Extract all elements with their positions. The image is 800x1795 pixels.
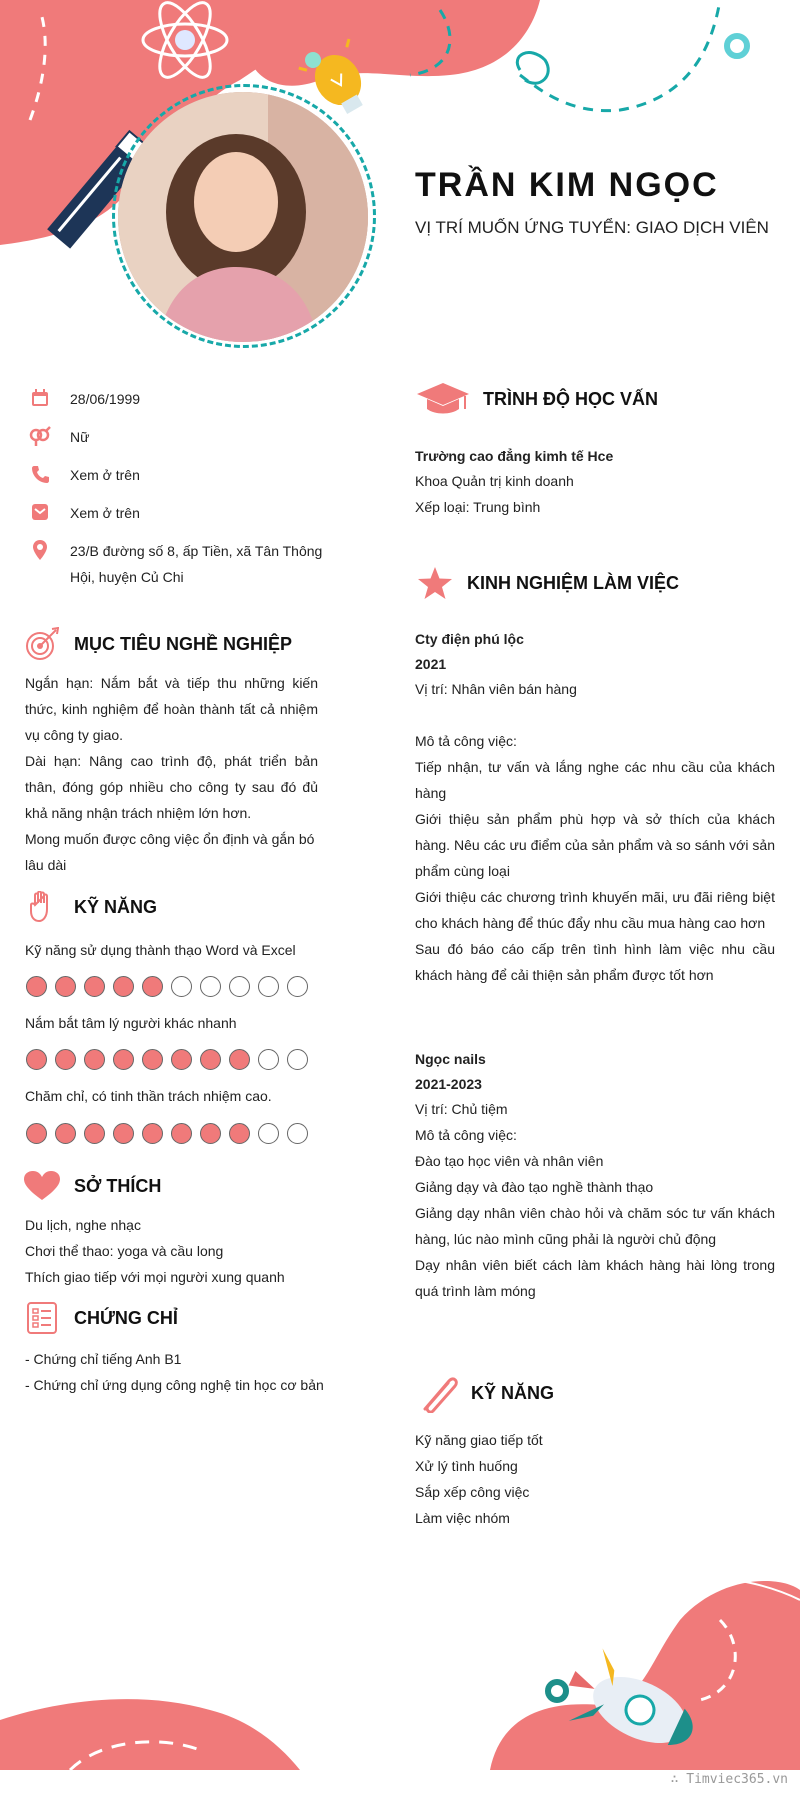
birthday-value: 28/06/1999 <box>70 391 141 407</box>
teal-ring-top-right <box>727 36 747 56</box>
coral-blob-bottom-right <box>490 1581 800 1770</box>
hobbies-heading <box>22 1168 161 1204</box>
star-icon <box>415 565 455 601</box>
phone-icon <box>28 462 52 486</box>
job-1-role: Vị trí: Nhân viên bán hàng <box>415 681 577 697</box>
atom-icon <box>143 0 227 84</box>
job-2-task-1: Đào tạo học viên và nhân viên <box>415 1153 604 1169</box>
skill-rating-1 <box>26 976 308 997</box>
rating-dot-empty <box>258 976 279 997</box>
rating-dot-filled <box>84 1123 105 1144</box>
email-value: Xem ở trên <box>70 505 140 521</box>
desired-position: VỊ TRÍ MUỐN ỨNG TUYỂN: GIAO DỊCH VIÊN <box>415 218 769 237</box>
dashed-curve-bottom-right <box>700 1620 735 1700</box>
objective-heading <box>22 626 292 662</box>
education-grade: Xếp loại: Trung bình <box>415 499 541 515</box>
gender-value: Nữ <box>70 429 90 445</box>
rating-dot-filled <box>171 1123 192 1144</box>
graduation-cap-icon <box>415 381 471 417</box>
skill-rating-3 <box>26 1123 308 1144</box>
rating-dot-filled <box>55 976 76 997</box>
calendar-icon <box>28 386 52 410</box>
rating-dot-filled <box>142 1123 163 1144</box>
education-faculty: Khoa Quản trị kinh doanh <box>415 473 574 489</box>
dashed-line-top-left <box>30 10 45 120</box>
footer-brand: ∴ Timviec365.vn <box>670 1772 788 1787</box>
rating-dot-empty <box>287 976 308 997</box>
rating-dot-filled <box>142 1049 163 1070</box>
rating-dot-filled <box>26 1123 47 1144</box>
objective-title: MỤC TIÊU NGHỀ NGHIỆP <box>74 633 293 654</box>
experience-title: KINH NGHIỆM LÀM VIỆC <box>467 572 680 593</box>
objective-long-term: Dài hạn: Nâng cao trình độ, phát triển bản thân, đóng góp nhiều cho công ty sau đó đủ khả năng nhận trách nhiệm lớn hơn. <box>25 753 318 821</box>
white-arc-bottom-right <box>630 1576 800 1600</box>
mint-dot <box>305 52 321 68</box>
job-2-role: Vị trí: Chủ tiệm <box>415 1101 508 1117</box>
gender-icon <box>28 424 52 448</box>
education-title: TRÌNH ĐỘ HỌC VẤN <box>483 388 658 409</box>
education-school: Trường cao đẳng kimh tế Hce <box>415 448 614 464</box>
job-1-company: Cty điện phú lộc <box>415 631 524 647</box>
rating-dot-filled <box>142 976 163 997</box>
contact-birthday <box>28 386 330 412</box>
skill-rating-2 <box>26 1049 308 1070</box>
job-1-task-2: Giới thiệu sản phẩm phù hợp và sở thích của khách hàng. Nêu các ưu điểm của sản phẩm và so sánh với sản phẩm cùng loại <box>415 811 775 879</box>
certificates-heading <box>22 1300 178 1336</box>
rating-dot-filled <box>55 1049 76 1070</box>
dashed-arc-bottom-left <box>70 1742 200 1770</box>
teal-loop <box>517 53 548 84</box>
skill-label-1: Kỹ năng sử dụng thành thạo Word và Excel <box>25 942 296 958</box>
rating-dot-filled <box>55 1123 76 1144</box>
email-icon <box>28 500 52 524</box>
rating-dot-empty <box>229 976 250 997</box>
raised-hand-icon <box>22 889 62 925</box>
coral-blob-bottom-left <box>0 1699 300 1770</box>
job-2-period: 2021-2023 <box>415 1076 482 1092</box>
objective-short-term: Ngắn hạn: Nắm bắt và tiếp thu những kiến thức, kinh nghiệm để hoàn thành tất cả nhiệm vụ công ty giao. <box>25 675 318 743</box>
job-1-task-1: Tiếp nhận, tư vấn và lắng nghe các nhu cầu của khách hàng <box>415 759 775 801</box>
rating-dot-empty <box>171 976 192 997</box>
rating-dot-filled <box>229 1123 250 1144</box>
hobby-item-3: Thích giao tiếp với mọi người xung quanh <box>25 1269 285 1285</box>
rating-dot-empty <box>287 1123 308 1144</box>
experience-heading <box>415 565 679 601</box>
hobby-item-1: Du lịch, nghe nhạc <box>25 1217 141 1233</box>
teal-dashed-swirl <box>410 0 720 111</box>
contact-gender <box>28 424 330 450</box>
location-pin-icon <box>28 538 52 562</box>
contact-address <box>28 538 330 590</box>
skills-rated-title: KỸ NĂNG <box>74 896 158 917</box>
rating-dot-filled <box>171 1049 192 1070</box>
hobbies-title: SỞ THÍCH <box>74 1175 162 1196</box>
rating-dot-empty <box>200 976 221 997</box>
rating-dot-empty <box>258 1123 279 1144</box>
address-value: 23/B đường số 8, ấp Tiền, xã Tân Thông Hội, huyện Củ Chi <box>70 543 323 585</box>
rating-dot-empty <box>287 1049 308 1070</box>
checklist-icon <box>22 1300 62 1336</box>
soft-skill-item-2: Xử lý tình huống <box>415 1458 518 1474</box>
job-1-task-4: Sau đó báo cáo cấp trên tình hình làm việc nhu cầu khách hàng để cải thiện sản phẩm được tốt hơn <box>415 941 775 983</box>
rating-dot-filled <box>113 1049 134 1070</box>
paperclip-icon <box>415 1375 459 1411</box>
teal-ring-bottom <box>548 1682 566 1700</box>
target-icon <box>22 626 62 662</box>
job-1-desc-label: Mô tả công việc: <box>415 733 517 749</box>
objective-wish: Mong muốn được công việc ổn định và gắn bó lâu dài <box>25 831 315 873</box>
phone-value: Xem ở trên <box>70 467 140 483</box>
job-1-period: 2021 <box>415 656 447 672</box>
photo-dashed-ring <box>112 84 376 348</box>
skills-rated-heading <box>22 889 157 925</box>
soft-skill-item-4: Làm việc nhóm <box>415 1510 510 1526</box>
footer-brand-text: Timviec365.vn <box>686 1772 788 1787</box>
skill-label-3: Chăm chỉ, có tinh thần trách nhiệm cao. <box>25 1088 272 1104</box>
job-2-company: Ngọc nails <box>415 1051 486 1067</box>
rating-dot-filled <box>84 1049 105 1070</box>
soft-skill-item-1: Kỹ năng giao tiếp tốt <box>415 1432 543 1448</box>
hobby-item-2: Chơi thể thao: yoga và cầu long <box>25 1243 224 1259</box>
skill-label-2: Nắm bắt tâm lý người khác nhanh <box>25 1015 237 1031</box>
heart-icon <box>22 1168 62 1204</box>
rating-dot-filled <box>113 976 134 997</box>
soft-skills-title: KỸ NĂNG <box>471 1382 555 1403</box>
contact-email <box>28 500 330 526</box>
contact-phone <box>28 462 330 488</box>
coral-wave-top <box>200 0 540 86</box>
education-heading <box>415 381 658 417</box>
rating-dot-filled <box>84 976 105 997</box>
rocket-icon <box>555 1642 708 1770</box>
rating-dot-filled <box>26 1049 47 1070</box>
certificate-item-2: - Chứng chỉ ứng dụng công nghệ tin học cơ bản <box>25 1377 324 1393</box>
rating-dot-filled <box>229 1049 250 1070</box>
rating-dot-filled <box>200 1049 221 1070</box>
job-2-task-3: Giảng dạy nhân viên chào hỏi và chăm sóc tư vấn khách hàng, lúc nào mình cũng phải là người chủ động <box>415 1205 775 1247</box>
rating-dot-filled <box>200 1123 221 1144</box>
job-2-desc-label: Mô tả công việc: <box>415 1127 517 1143</box>
rating-dot-filled <box>113 1123 134 1144</box>
candidate-name: TRẦN KIM NGỌC <box>415 166 719 204</box>
soft-skill-item-3: Sắp xếp công việc <box>415 1484 530 1500</box>
soft-skills-heading <box>415 1375 554 1411</box>
job-2-task-4: Dạy nhân viên biết cách làm khách hàng hài lòng trong quá trình làm móng <box>415 1257 775 1299</box>
rating-dot-empty <box>258 1049 279 1070</box>
certificate-item-1: - Chứng chỉ tiếng Anh B1 <box>25 1351 182 1367</box>
job-2-task-2: Giảng dạy và đào tạo nghề thành thạo <box>415 1179 654 1195</box>
job-1-task-3: Giới thiệu các chương trình khuyến mãi, ưu đãi riêng biệt cho khách hàng để thúc đẩy nhu cầu mua hàng cao hơn <box>415 889 775 931</box>
rating-dot-filled <box>26 976 47 997</box>
certificates-title: CHỨNG CHỈ <box>74 1307 178 1328</box>
